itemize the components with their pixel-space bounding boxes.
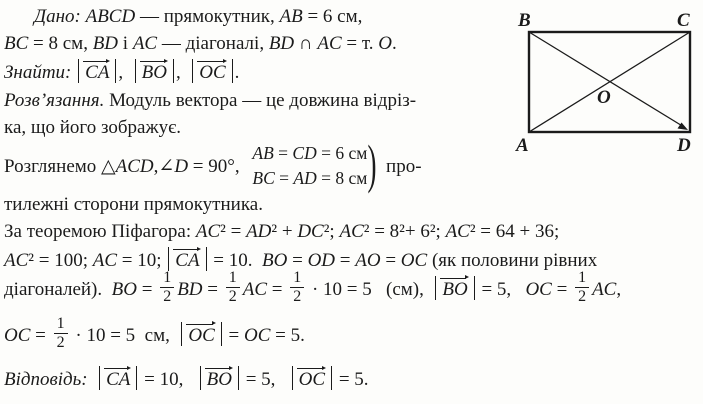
answer-statement xyxy=(4,366,369,391)
text-token: = xyxy=(551,278,573,300)
text-token: BO xyxy=(262,250,288,271)
oc-calculation xyxy=(4,315,305,355)
text-token: ка, що його зображує. xyxy=(4,117,182,138)
vertex-label-a: A xyxy=(516,135,529,154)
text-token: = 6 см xyxy=(316,143,368,163)
opposite-sides-note xyxy=(4,194,263,216)
text-token: AC xyxy=(195,221,221,242)
diagonal-bd xyxy=(529,32,684,127)
find-statement xyxy=(4,59,239,84)
solution-intro-1 xyxy=(4,90,416,112)
text-token: BO xyxy=(111,278,137,300)
text-token: Знайти: xyxy=(4,62,77,83)
fraction-denominator: 2 xyxy=(160,287,174,306)
text-token: AC xyxy=(242,278,268,300)
text-token: AC xyxy=(445,221,470,242)
fraction-denominator: 2 xyxy=(54,333,68,352)
text-token: ² = 64 + 36; xyxy=(469,221,560,242)
vector-modulus xyxy=(435,276,474,300)
vector-name: CA xyxy=(175,250,200,271)
vector-modulus xyxy=(168,247,206,271)
text-token: BD xyxy=(177,278,203,300)
text-token: = т. xyxy=(341,33,379,54)
text-token: . xyxy=(234,62,240,83)
text-token: OC xyxy=(400,250,428,271)
text-token: ² = 8²+ 6²; xyxy=(363,221,446,242)
text-token: ² = xyxy=(220,221,247,242)
text-token: O xyxy=(378,33,392,54)
text-token: = xyxy=(287,250,308,271)
fraction-denominator: 2 xyxy=(290,287,304,306)
rectangle-diagram xyxy=(510,2,703,154)
text-token: ² = 100; xyxy=(28,250,93,271)
text-token: = 10; xyxy=(117,250,167,271)
vector-name: BO xyxy=(206,369,232,390)
text-token: AC xyxy=(317,33,342,54)
text-token: = 5, xyxy=(476,278,526,300)
fraction xyxy=(160,269,174,306)
fraction-numerator: 1 xyxy=(163,269,172,286)
vector-name: CA xyxy=(106,369,131,390)
text-token: Розв’язання. xyxy=(4,90,105,111)
text-token: = xyxy=(380,250,401,271)
fraction-numerator: 1 xyxy=(293,269,302,286)
text-token: = 10. xyxy=(208,250,263,271)
text-token: AB xyxy=(279,6,303,27)
vector-name: CA xyxy=(85,62,110,83)
vector-name: BO xyxy=(141,62,167,83)
text-token: ∩ xyxy=(294,33,318,54)
given-statement-2 xyxy=(4,33,397,55)
text-token: ,∠ xyxy=(153,156,175,178)
text-token: = 8 см xyxy=(316,167,368,188)
text-token: = xyxy=(267,278,288,300)
text-token: CD xyxy=(292,143,317,163)
text-token: BD xyxy=(268,33,295,54)
vector-modulus xyxy=(135,59,174,83)
text-token: ABCD xyxy=(85,6,136,27)
bo-calculation xyxy=(4,269,622,309)
text-token: — прямокутник, xyxy=(135,6,280,27)
vector-name: BO xyxy=(442,278,468,300)
text-token: тилежні сторони прямокутника. xyxy=(4,194,263,215)
solution-intro-2 xyxy=(4,117,181,139)
text-token: BC xyxy=(4,33,29,54)
text-token: OC xyxy=(244,324,271,346)
text-token: AC xyxy=(132,33,158,54)
text-token: = xyxy=(223,324,244,346)
text-token: · 10 = 5 см, xyxy=(70,324,180,346)
system-brace: ) xyxy=(367,133,377,194)
fraction xyxy=(290,269,304,306)
text-token: . xyxy=(392,33,397,54)
text-token: AD xyxy=(246,221,272,242)
text-token: = 5, xyxy=(240,369,290,390)
fraction xyxy=(575,269,589,306)
vector-name: OC xyxy=(188,324,215,346)
text-token: , xyxy=(616,278,622,300)
text-token: = xyxy=(136,278,158,300)
text-token: AC xyxy=(92,250,118,271)
text-token: і xyxy=(118,33,133,54)
fraction xyxy=(54,315,68,352)
text-token: AD xyxy=(293,167,317,188)
text-token: Дано: xyxy=(34,6,86,27)
text-token: Модуль вектора — це довжина відріз- xyxy=(104,90,417,111)
text-token: ² + xyxy=(271,221,298,242)
vector-name: OC xyxy=(298,369,326,390)
vector-modulus xyxy=(181,322,221,346)
text-token: = 6 см, xyxy=(302,6,363,27)
vector-modulus xyxy=(78,59,116,83)
fraction-numerator: 1 xyxy=(578,269,587,286)
text-token: Відповідь: xyxy=(4,369,98,390)
text-token: AC xyxy=(592,278,617,300)
text-token: ACD xyxy=(115,156,154,178)
text-token: , xyxy=(118,62,133,83)
intersection-label-o: O xyxy=(597,87,611,108)
vector-modulus xyxy=(200,366,239,390)
text-token: ²; xyxy=(323,221,340,242)
text-token: D xyxy=(174,156,189,178)
text-token: · 10 = 5 (см), xyxy=(307,278,434,300)
text-token: Розглянемо △ xyxy=(4,156,116,178)
text-token: = 10, xyxy=(139,369,198,390)
text-token: BC xyxy=(252,167,275,188)
text-token: = 90°, xyxy=(188,156,245,178)
vertex-label-d: D xyxy=(677,135,691,154)
vector-modulus xyxy=(99,366,137,390)
text-token: — діагоналі, xyxy=(157,33,269,54)
text-token: = xyxy=(273,143,293,163)
text-token: = xyxy=(202,278,223,300)
text-token: про- xyxy=(381,156,422,178)
text-token: DC xyxy=(297,221,324,242)
text-token: AC xyxy=(339,221,364,242)
text-token: = xyxy=(274,167,294,188)
vertex-label-c: C xyxy=(677,10,690,31)
text-token: BD xyxy=(92,33,119,54)
text-token: , xyxy=(176,62,191,83)
given-statement-1 xyxy=(34,6,362,28)
text-token: OC xyxy=(4,324,31,346)
text-token: AO xyxy=(355,250,381,271)
text-token: = 5. xyxy=(270,324,305,346)
text-token: = 8 см, xyxy=(28,33,93,54)
fraction xyxy=(226,269,240,306)
system-row xyxy=(252,141,367,166)
text-token: OD xyxy=(307,250,336,271)
fraction-denominator: 2 xyxy=(575,287,589,306)
text-token: AB xyxy=(252,143,274,163)
vertex-label-b: B xyxy=(518,10,531,31)
text-token: = 5. xyxy=(334,369,369,390)
vector-name: OC xyxy=(199,62,226,83)
system-row xyxy=(252,166,367,191)
text-token: (як половини рівних xyxy=(427,250,598,271)
fraction-denominator: 2 xyxy=(226,287,240,306)
equation-system xyxy=(252,141,367,191)
vector-modulus xyxy=(192,59,232,83)
text-token: AC xyxy=(4,250,29,271)
text-token: = xyxy=(30,324,51,346)
vector-modulus xyxy=(292,366,332,390)
text-token: = xyxy=(335,250,356,271)
text-token: діагоналей). xyxy=(4,278,112,300)
triangle-consideration xyxy=(4,133,422,194)
fraction-numerator: 1 xyxy=(56,315,65,332)
fraction-numerator: 1 xyxy=(228,269,237,286)
pythagorean-theorem xyxy=(4,221,559,243)
text-token: OC xyxy=(525,278,552,300)
text-token: За теоремою Піфагора: xyxy=(4,221,196,242)
